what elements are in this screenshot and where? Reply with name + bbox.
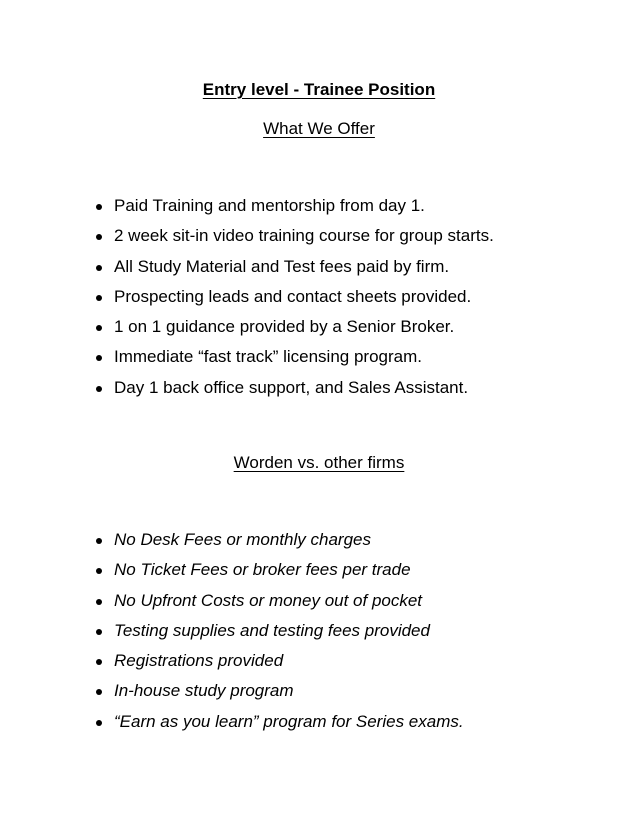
list-item [0,590,620,620]
list-item-text: “Earn as you learn” program for Series exams. [114,711,464,731]
list-item [0,286,620,316]
section-heading-worden-vs-other-firms: Worden vs. other firms [233,453,405,472]
comparison-list [0,529,620,741]
list-item-text: 2 week sit-in video training course for group starts. [114,226,494,246]
bullet-icon [96,599,102,605]
list-item [0,650,620,680]
bullet-icon [96,204,102,210]
list-item-text: No Upfront Costs or money out of pocket [114,590,423,610]
bullet-icon [96,689,102,695]
offer-list [0,195,620,407]
bullet-icon [96,265,102,271]
list-item-text: No Desk Fees or monthly charges [114,530,371,549]
bullet-icon [96,325,102,331]
bullet-icon [96,355,102,361]
list-item [0,195,620,225]
list-item-text: Day 1 back office support, and Sales Assistant. [114,377,469,397]
bullet-icon [96,386,102,392]
list-item-text: Immediate “fast track” licensing program. [114,347,422,367]
document-title: Entry level - Trainee Position [202,80,436,99]
list-item [0,256,620,286]
list-item-text: 1 on 1 guidance provided by a Senior Broker. [114,317,455,337]
list-item [0,711,620,741]
bullet-icon [96,295,102,301]
list-item-text: Registrations provided [114,651,284,671]
list-item-text: Testing supplies and testing fees provided [114,620,430,640]
list-item-text: Prospecting leads and contact sheets provided. [114,286,472,306]
bullet-icon [96,538,102,544]
list-item-text: All Study Material and Test fees paid by firm. [114,256,450,276]
list-item [0,346,620,376]
section-heading-what-we-offer: What We Offer [263,119,375,138]
bullet-icon [96,234,102,240]
bullet-icon [96,629,102,635]
list-item [0,620,620,650]
list-item [0,529,620,559]
list-item [0,559,620,589]
list-item [0,377,620,407]
bullet-icon [96,720,102,726]
list-item [0,680,620,710]
list-item-text: No Ticket Fees or broker fees per trade [114,560,411,580]
bullet-icon [96,568,102,574]
list-item [0,225,620,255]
list-item [0,316,620,346]
bullet-icon [96,659,102,665]
list-item-text: Paid Training and mentorship from day 1. [114,196,425,215]
list-item-text: In-house study program [114,681,294,701]
